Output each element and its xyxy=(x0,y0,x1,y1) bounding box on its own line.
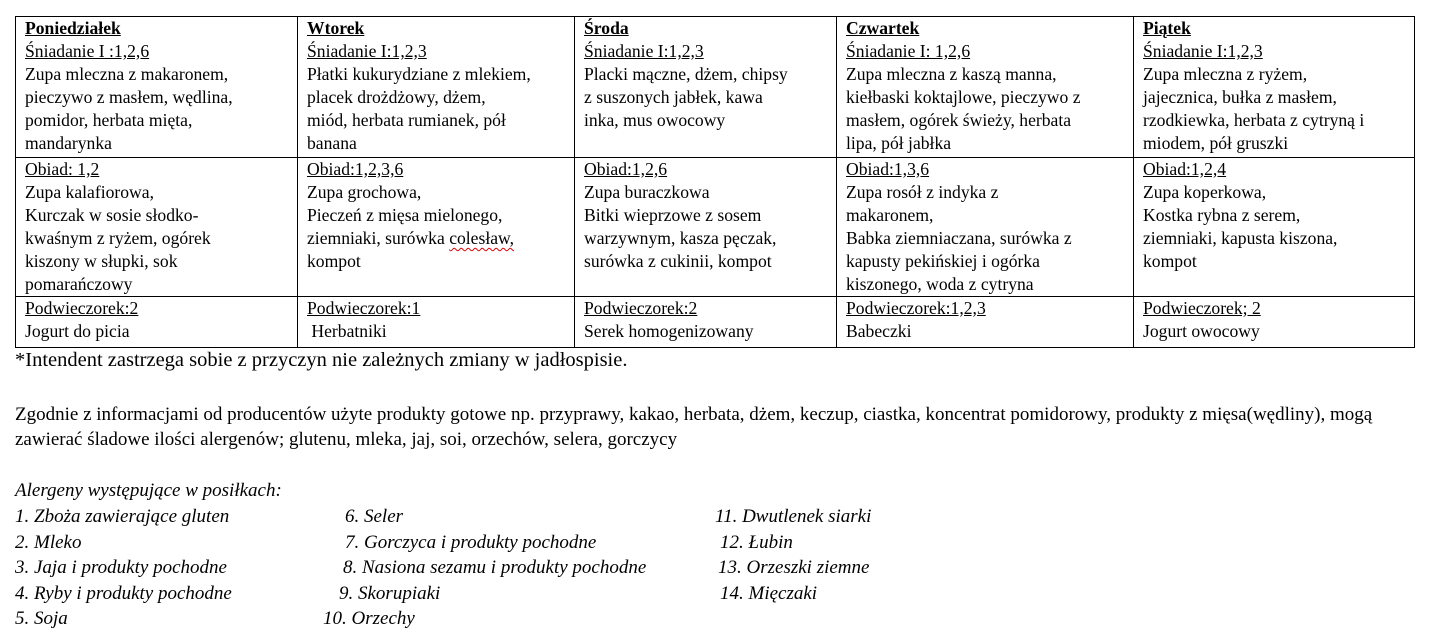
cell-monday-snack xyxy=(16,297,298,348)
meal-line: Serek homogenizowany xyxy=(584,321,754,341)
allergen-item: 3. Jaja i produkty pochodne xyxy=(15,557,227,578)
meal-line: Zupa mleczna z makaronem, xyxy=(25,64,229,84)
meal-line: Zupa koperkowa, xyxy=(1143,182,1267,202)
meal-label: Obiad:1,2,4 xyxy=(1143,159,1227,179)
meal-line: jajecznica, bułka z masłem, xyxy=(1143,87,1337,107)
meal-line: kiszonego, woda z cytryna xyxy=(846,274,1034,294)
meal-label: Śniadanie I:1,2,3 xyxy=(307,41,427,61)
cell-friday-snack xyxy=(1134,297,1415,348)
meal-line: Zupa mleczna z ryżem, xyxy=(1143,64,1308,84)
cell-tuesday-snack xyxy=(298,297,575,348)
cell-thursday-breakfast xyxy=(837,17,1134,158)
allergen-item: 11. Dwutlenek siarki xyxy=(715,506,872,527)
cell-tuesday-breakfast xyxy=(298,17,575,158)
meal-label: Śniadanie I:1,2,3 xyxy=(584,41,704,61)
allergen-item: 14. Mięczaki xyxy=(720,583,818,604)
lunch-row xyxy=(16,158,1415,297)
snack-row xyxy=(16,297,1415,348)
cell-wednesday-breakfast xyxy=(575,17,837,158)
allergen-item: 8. Nasiona sezamu i produkty pochodne xyxy=(343,557,647,578)
allergen-item: 1. Zboża zawierające gluten xyxy=(15,506,230,527)
meal-line: placek drożdżowy, dżem, xyxy=(307,87,486,107)
meal-line: Zupa mleczna z kaszą manna, xyxy=(846,64,1057,84)
allergen-info-paragraph: Zgodnie z informacjami od producentów użyte produkty gotowe np. przyprawy, kakao, herbata, dżem, keczup, ciastka, koncentrat pomidorowy, produkty z mięsa(wędliny), mogą zawierać śladowe ilości alergenów; glutenu, mleka, jaj, soi, orzechów, selera, gorczycy xyxy=(15,404,1373,450)
allergens-title: Alergeny występujące w posiłkach: xyxy=(15,480,282,501)
disclaimer-note: *Intendent zastrzega sobie z przyczyn nie zależnych zmiany w jadłospisie. xyxy=(15,349,628,371)
allergen-item: 9. Skorupiaki xyxy=(339,583,441,604)
day-heading: Czwartek xyxy=(846,18,920,38)
meal-label: Podwieczorek:1 xyxy=(307,298,421,318)
meal-line: z suszonych jabłek, kawa xyxy=(584,87,763,107)
meal-line: kiełbaski koktajlowe, pieczywo z xyxy=(846,87,1081,107)
meal-line: inka, mus owocowy xyxy=(584,110,726,130)
meal-line: miodem, pół gruszki xyxy=(1143,133,1289,153)
meal-line: Płatki kukurydziane z mlekiem, xyxy=(307,64,531,84)
meal-line: Herbatniki xyxy=(307,321,387,341)
meal-line: Pieczeń z mięsa mielonego, xyxy=(307,205,503,225)
meal-line: surówka z cukinii, kompot xyxy=(584,251,772,271)
meal-line: pieczywo z masłem, wędlina, xyxy=(25,87,233,107)
meal-line: Jogurt owocowy xyxy=(1143,321,1260,341)
day-heading: Wtorek xyxy=(307,18,365,38)
allergen-item: 2. Mleko xyxy=(15,532,82,553)
meal-line xyxy=(307,227,566,250)
breakfast-row xyxy=(16,17,1415,158)
meal-line: kapusty pekińskiej i ogórka xyxy=(846,251,1040,271)
allergen-item: 12. Łubin xyxy=(720,532,793,553)
cell-thursday-snack xyxy=(837,297,1134,348)
meal-label: Śniadanie I :1,2,6 xyxy=(25,41,150,61)
day-heading: Poniedziałek xyxy=(25,18,121,38)
allergen-item: 13. Orzeszki ziemne xyxy=(718,557,870,578)
meal-label: Obiad: 1,2 xyxy=(25,159,100,179)
meal-line: Babka ziemniaczana, surówka z xyxy=(846,228,1072,248)
cell-tuesday-lunch xyxy=(298,158,575,297)
meal-line: kwaśnym z ryżem, ogórek xyxy=(25,228,211,248)
menu-table xyxy=(15,16,1415,348)
meal-label: Śniadanie I:1,2,3 xyxy=(1143,41,1263,61)
meal-line: Kurczak w sosie słodko- xyxy=(25,205,199,225)
cell-monday-lunch xyxy=(16,158,298,297)
allergen-item: 4. Ryby i produkty pochodne xyxy=(15,583,232,604)
meal-line: Bitki wieprzowe z sosem xyxy=(584,205,762,225)
meal-line: makaronem, xyxy=(846,205,934,225)
cell-friday-breakfast xyxy=(1134,17,1415,158)
meal-label: Obiad:1,3,6 xyxy=(846,159,930,179)
meal-line: Zupa rosół z indyka z xyxy=(846,182,999,202)
meal-line: Kostka rybna z serem, xyxy=(1143,205,1301,225)
cell-monday-breakfast xyxy=(16,17,298,158)
day-heading: Piątek xyxy=(1143,18,1191,38)
cell-friday-lunch xyxy=(1134,158,1415,297)
meal-line: lipa, pół jabłka xyxy=(846,133,952,153)
meal-label: Obiad:1,2,3,6 xyxy=(307,159,404,179)
meal-line: kompot xyxy=(307,251,361,271)
cell-thursday-lunch xyxy=(837,158,1134,297)
meal-line: miód, herbata rumianek, pół xyxy=(307,110,506,130)
meal-label: Podwieczorek:2 xyxy=(25,298,139,318)
meal-line: kompot xyxy=(1143,251,1197,271)
allergen-item: 5. Soja xyxy=(15,608,68,629)
meal-line: masłem, ogórek świeży, herbata xyxy=(846,110,1072,130)
meal-label: Obiad:1,2,6 xyxy=(584,159,668,179)
meal-line: Jogurt do picia xyxy=(25,321,130,341)
meal-line: pomidor, herbata mięta, xyxy=(25,110,193,130)
meal-line: Placki mączne, dżem, chipsy xyxy=(584,64,788,84)
meal-line: Zupa buraczkowa xyxy=(584,182,710,202)
allergen-item: 10. Orzechy xyxy=(323,608,415,629)
meal-line: mandarynka xyxy=(25,133,112,153)
meal-line: rzodkiewka, herbata z cytryną i xyxy=(1143,110,1365,130)
meal-label: Śniadanie I: 1,2,6 xyxy=(846,41,971,61)
allergen-item: 7. Gorczyca i produkty pochodne xyxy=(345,532,597,553)
meal-line: pomarańczowy xyxy=(25,274,133,294)
meal-line: warzywnym, kasza pęczak, xyxy=(584,228,777,248)
cell-wednesday-snack xyxy=(575,297,837,348)
meal-line: Babeczki xyxy=(846,321,912,341)
cell-wednesday-lunch xyxy=(575,158,837,297)
meal-line: Zupa kalafiorowa, xyxy=(25,182,154,202)
allergen-item: 6. Seler xyxy=(345,506,404,527)
meal-label: Podwieczorek:2 xyxy=(584,298,698,318)
meal-text: ziemniaki, surówka xyxy=(307,228,450,248)
meal-label: Podwieczorek:1,2,3 xyxy=(846,298,986,318)
day-heading: Środa xyxy=(584,18,629,38)
meal-label: Podwieczorek; 2 xyxy=(1143,298,1261,318)
meal-line: Zupa grochowa, xyxy=(307,182,422,202)
spellcheck-word[interactable]: colesław, xyxy=(449,228,514,248)
meal-line: ziemniaki, kapusta kiszona, xyxy=(1143,228,1338,248)
meal-line: kiszony w słupki, sok xyxy=(25,251,178,271)
meal-line: banana xyxy=(307,133,357,153)
